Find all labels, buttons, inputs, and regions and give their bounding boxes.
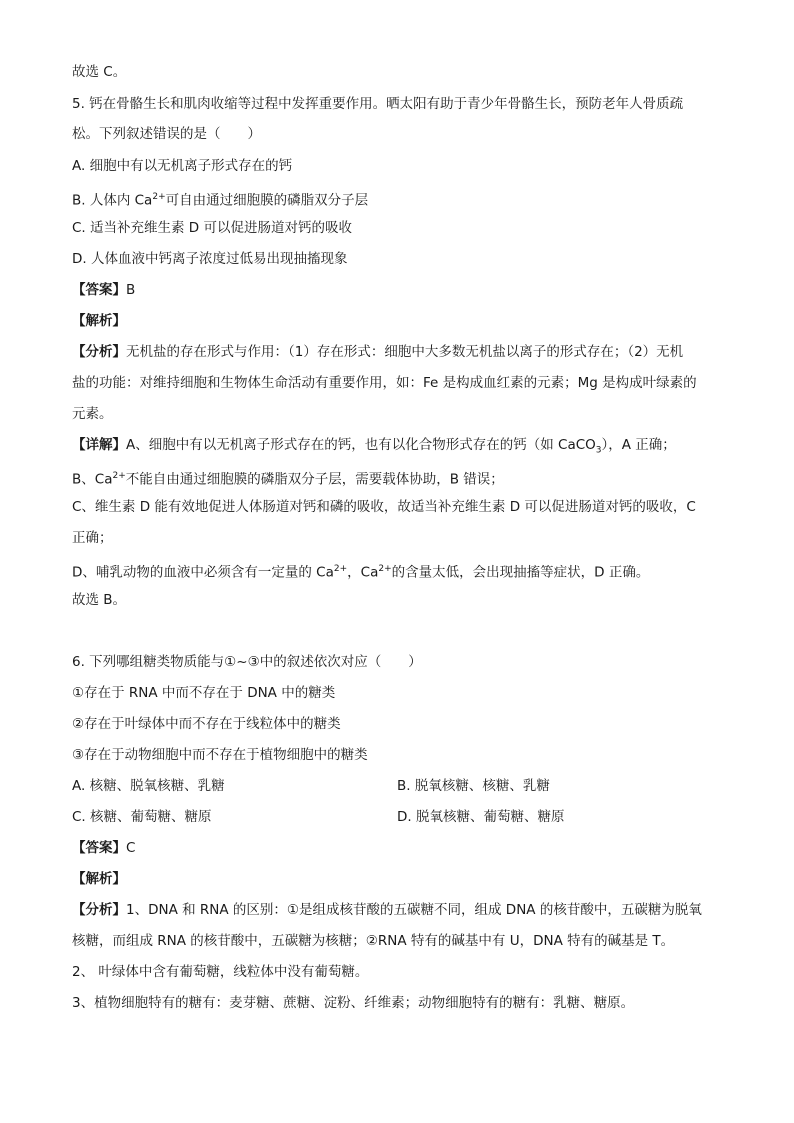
q6-item2: ②存在于叶绿体中而不存在于线粒体中的糖类 bbox=[72, 716, 341, 732]
q5-xiangjie-tag: 【详解】 bbox=[72, 437, 126, 453]
prev-conclusion: 故选 C。 bbox=[72, 64, 127, 80]
q5-xiangjie-a-pre: A、细胞中有以无机离子形式存在的钙，也有以化合物形式存在的钙（如 CaCO bbox=[126, 437, 596, 453]
q5-option-d: D. 人体血液中钙离子浓度过低易出现抽搐现象 bbox=[72, 251, 348, 267]
q5-option-b-sup: 2+ bbox=[152, 192, 166, 202]
q5-xiangjie-b-pre: B、Ca bbox=[72, 471, 113, 488]
q5-xiangjie-d-sup2: 2+ bbox=[378, 564, 392, 574]
q5-xiangjie-d bbox=[72, 559, 649, 579]
q5-xiangjie-b-post: 不能自由通过细胞膜的磷脂双分子层，需要载体协助，B 错误； bbox=[125, 471, 504, 488]
q6-item3: ③存在于动物细胞中而不存在于植物细胞中的糖类 bbox=[72, 747, 368, 763]
q5-option-a: A. 细胞中有以无机离子形式存在的钙 bbox=[72, 158, 293, 174]
q5-answer-tag: 【答案】 bbox=[72, 282, 126, 298]
q6-fenxi-line2: 核糖，而组成 RNA 的核苷酸中，五碳糖为核糖；②RNA 特有的碱基中有 U，DNA 特有的碱基是 T。 bbox=[72, 933, 675, 949]
q5-xiangjie-b-sup: 2+ bbox=[112, 471, 126, 481]
q5-answer-value: B bbox=[126, 282, 136, 298]
q6-fenxi-tag: 【分析】 bbox=[72, 902, 126, 918]
q5-xiangjie-d-pre: D、哺乳动物的血液中必须含有一定量的 Ca bbox=[72, 564, 334, 581]
q5-option-c: C. 适当补充维生素 D 可以促进肠道对钙的吸收 bbox=[72, 220, 352, 236]
q6-item1: ①存在于 RNA 中而不存在于 DNA 中的糖类 bbox=[72, 685, 336, 701]
q5-conclusion: 故选 B。 bbox=[72, 592, 127, 608]
q5-fenxi-tag: 【分析】 bbox=[72, 344, 126, 360]
q6-fenxi-line1 bbox=[72, 900, 702, 920]
q5-xiangjie-a-sub: 3 bbox=[595, 445, 602, 456]
q6-options-row2 bbox=[72, 807, 722, 827]
q6-point3: 3、植物细胞特有的糖有：麦芽糖、蔗糖、淀粉、纤维素；动物细胞特有的糖有：乳糖、糖原。 bbox=[72, 995, 635, 1011]
q6-answer-tag: 【答案】 bbox=[72, 840, 126, 856]
q5-fenxi-line2: 盐的功能：对维持细胞和生物体生命活动有重要作用，如：Fe 是构成血红素的元素；Mg 是构成叶绿素的 bbox=[72, 375, 697, 391]
q6-options-row1 bbox=[72, 776, 722, 796]
q5-fenxi-line1 bbox=[72, 342, 683, 362]
q5-option-b bbox=[72, 187, 368, 207]
q5-option-b-post: 可自由通过细胞膜的磷脂双分子层 bbox=[165, 192, 369, 209]
q6-answer-value: C bbox=[126, 840, 136, 856]
q6-option-b: B. 脱氧核糖、核糖、乳糖 bbox=[397, 778, 550, 794]
q5-xiangjie-a bbox=[72, 435, 676, 455]
q5-xiangjie-c-line2: 正确； bbox=[72, 530, 113, 546]
q6-analysis-tag: 【解析】 bbox=[72, 871, 126, 887]
q5-xiangjie-a-post: ），A 正确； bbox=[601, 437, 676, 453]
q6-stem: 6. 下列哪组糖类物质能与①~③中的叙述依次对应（ ） bbox=[72, 654, 422, 670]
q5-xiangjie-b bbox=[72, 466, 504, 486]
q5-stem-line2: 松。下列叙述错误的是（ ） bbox=[72, 126, 261, 142]
q5-xiangjie-d-sup1: 2+ bbox=[333, 564, 348, 574]
q5-fenxi-line3: 元素。 bbox=[72, 406, 113, 422]
q6-fenxi-text1: 1、DNA 和 RNA 的区别：①是组成核苷酸的五碳糖不同，组成 DNA 的核苷酸中，五碳糖为脱氧 bbox=[126, 902, 702, 918]
q6-option-d: D. 脱氧核糖、葡萄糖、糖原 bbox=[397, 809, 565, 825]
q5-xiangjie-c-line1: C、维生素 D 能有效地促进人体肠道对钙和磷的吸收，故适当补充维生素 D 可以促进肠道对钙的吸收，C bbox=[72, 499, 696, 515]
q6-answer bbox=[72, 838, 135, 858]
q5-fenxi-text1: 无机盐的存在形式与作用：（1）存在形式：细胞中大多数无机盐以离子的形式存在；（2）无机 bbox=[126, 344, 684, 360]
q5-xiangjie-d-post: 的含量太低，会出现抽搐等症状，D 正确。 bbox=[391, 564, 650, 581]
q6-point2: 2、 叶绿体中含有葡萄糖，线粒体中没有葡萄糖。 bbox=[72, 964, 369, 980]
q6-option-a: A. 核糖、脱氧核糖、乳糖 bbox=[72, 778, 225, 794]
q5-option-b-pre: B. 人体内 Ca bbox=[72, 192, 153, 209]
q5-answer bbox=[72, 280, 135, 300]
q5-stem-line1: 5. 钙在骨骼生长和肌肉收缩等过程中发挥重要作用。晒太阳有助于青少年骨骼生长，预防老年人骨质疏 bbox=[72, 96, 684, 112]
q5-analysis-tag: 【解析】 bbox=[72, 313, 126, 329]
q5-xiangjie-d-mid: ，Ca bbox=[347, 564, 379, 581]
q6-option-c: C. 核糖、葡萄糖、糖原 bbox=[72, 809, 212, 825]
